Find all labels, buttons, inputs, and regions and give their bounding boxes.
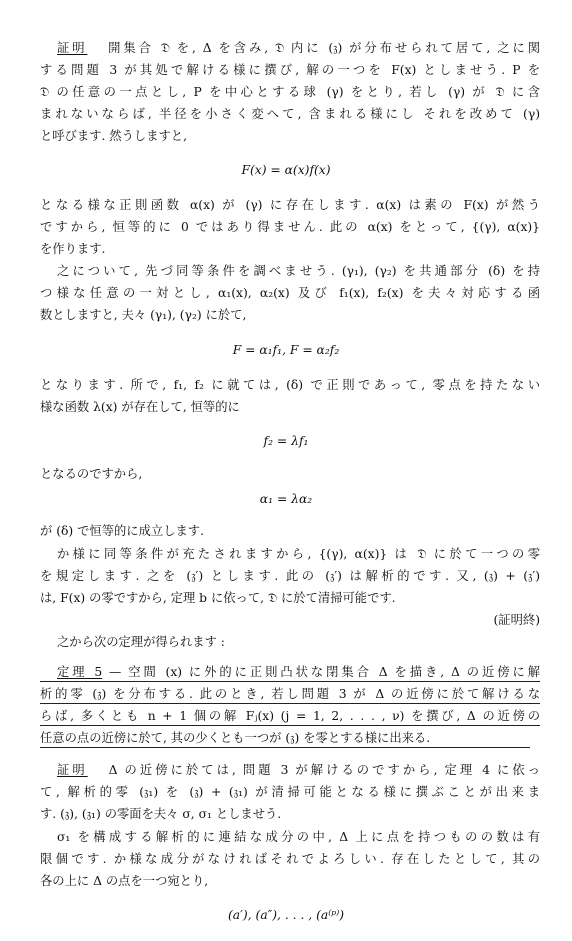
proof1-line-11: 数としますと, 夫々 (γ₁), (γ₂) に於て,	[40, 308, 247, 322]
proof1-line-10: つ様な任意の一対とし, α₁(x), α₂(x) 及び f₁(x), f₂(x) を夫々対応する函	[40, 286, 540, 300]
proof2-line-6: 各の上に Δ の点を一つ宛とり,	[40, 874, 209, 888]
proof1-line-17: を規定します. 之を (𝔷′) とします. 此の (𝔷′) は解析的です. 又, (𝔷) + (𝔷′)	[40, 569, 540, 583]
theorem-text: — 空間 (x) に外的に正則凸状な閉集合 Δ を描き, Δ の近傍に解	[102, 665, 540, 679]
proof1-line-9: 之について, 先づ同等条件を調べませう. (γ₁), (γ₂) を共通部分 (δ) を持	[57, 264, 540, 278]
proof1-text: 開集合 𝔇 を, Δ を含み, 𝔇 内に (𝔷) が分布せられて居て, 之に関	[108, 41, 540, 55]
equation-2: F = α₁f₁, F = α₂f₂	[232, 343, 340, 357]
proof1-line-1	[57, 40, 540, 56]
theorem-line-3: らば, 多くとも n + 1 個の解 Fⱼ(x) (j = 1, 2, . . . , ν) を撰び, Δ の近傍の	[40, 709, 540, 723]
theorem-underline-1	[40, 681, 540, 682]
proof1-line-13: 様な函数 λ(x) が存在して, 恒等的に	[40, 400, 240, 414]
proof1-line-4: まれないならば, 半径を小さく変へて, 含まれる様にし それを改めて (γ)	[40, 107, 540, 121]
theorem-underline-2	[40, 703, 540, 704]
proof1-line-7: ですから, 恒等的に 0 ではあり得ません. 此の α(x) をとって, {(γ), α(x)}	[40, 220, 540, 234]
proof2-line-3: す. (𝔷), (𝔷₁) の零面を夫々 σ, σ₁ としませう.	[40, 807, 282, 821]
theorem-label: 定理 5	[57, 665, 103, 679]
proof1-heading: 証明	[57, 41, 88, 55]
proof2-line-5: 限個です. か様な成分がなければそれでよろしい. 存在したとして, 其の	[40, 852, 540, 866]
equation-5: (a′), (a″), . . . , (a⁽ᵖ⁾)	[227, 908, 345, 922]
proof1-line-3: 𝔇 の任意の一点とし, P を中心とする球 (γ) をとり, 若し (γ) が 𝔇 に含	[40, 85, 540, 99]
theorem-underline-4	[40, 747, 530, 748]
proof1-line-8: を作ります.	[40, 242, 106, 256]
proof1-line-6: となる様な正則函数 α(x) が (γ) に存在します. α(x) は素の F(x) が然う	[40, 198, 540, 212]
proof1-line-2: する問題 3 が其処で解ける様に撰び, 解の一つを F(x) としませう. P を	[40, 63, 540, 77]
transition-text: 之から次の定理が得られます :	[57, 635, 225, 649]
proof2-heading: 証明	[57, 763, 88, 777]
proof1-line-14: となるのですから,	[40, 467, 143, 481]
equation-4: α₁ = λα₂	[259, 492, 313, 506]
theorem-line-1	[57, 664, 540, 680]
proof2-line-4: σ₁ を構成する解析的に連結な成分の中, Δ 上に点を持つものの数は有	[57, 830, 540, 844]
proof-end-mark: (証明終)	[493, 613, 540, 627]
equation-3: f₂ = λf₁	[263, 434, 309, 448]
proof1-line-18: は, F(x) の零ですから, 定理 b に依って, 𝔇 に於て清掃可能です.	[40, 591, 396, 605]
proof2-line-2: て, 解析的零 (𝔷₁) を (𝔷) + (𝔷₁) が清掃可能となる様に撰ぶことが出来ま	[40, 785, 540, 799]
theorem-line-4: 任意の点の近傍に於て, 其の少くとも一つが (𝔷) を零とする様に出来る.	[40, 731, 431, 745]
theorem-underline-3	[40, 725, 540, 726]
proof2-line-1	[57, 762, 540, 778]
theorem-line-2: 析的零 (𝔷) を分布する. 此のとき, 若し問題 3 が Δ の近傍に於て解けるな	[40, 687, 540, 701]
proof1-line-12: となります. 所で, f₁, f₂ に就ては, (δ) で正則であって, 零点を持たない	[40, 378, 540, 392]
proof2-text: Δ の近傍に於ては, 問題 3 が解けるのですから, 定理 4 に依っ	[108, 763, 540, 777]
proof1-line-15: が (δ) で恒等的に成立します.	[40, 524, 204, 538]
proof1-line-5: と呼びます. 然うしますと,	[40, 129, 187, 143]
proof1-line-16: か様に同等条件が充たされますから, {(γ), α(x)} は 𝔇 に於て一つの零	[57, 547, 540, 561]
equation-1: F(x) = α(x)f(x)	[241, 163, 331, 177]
